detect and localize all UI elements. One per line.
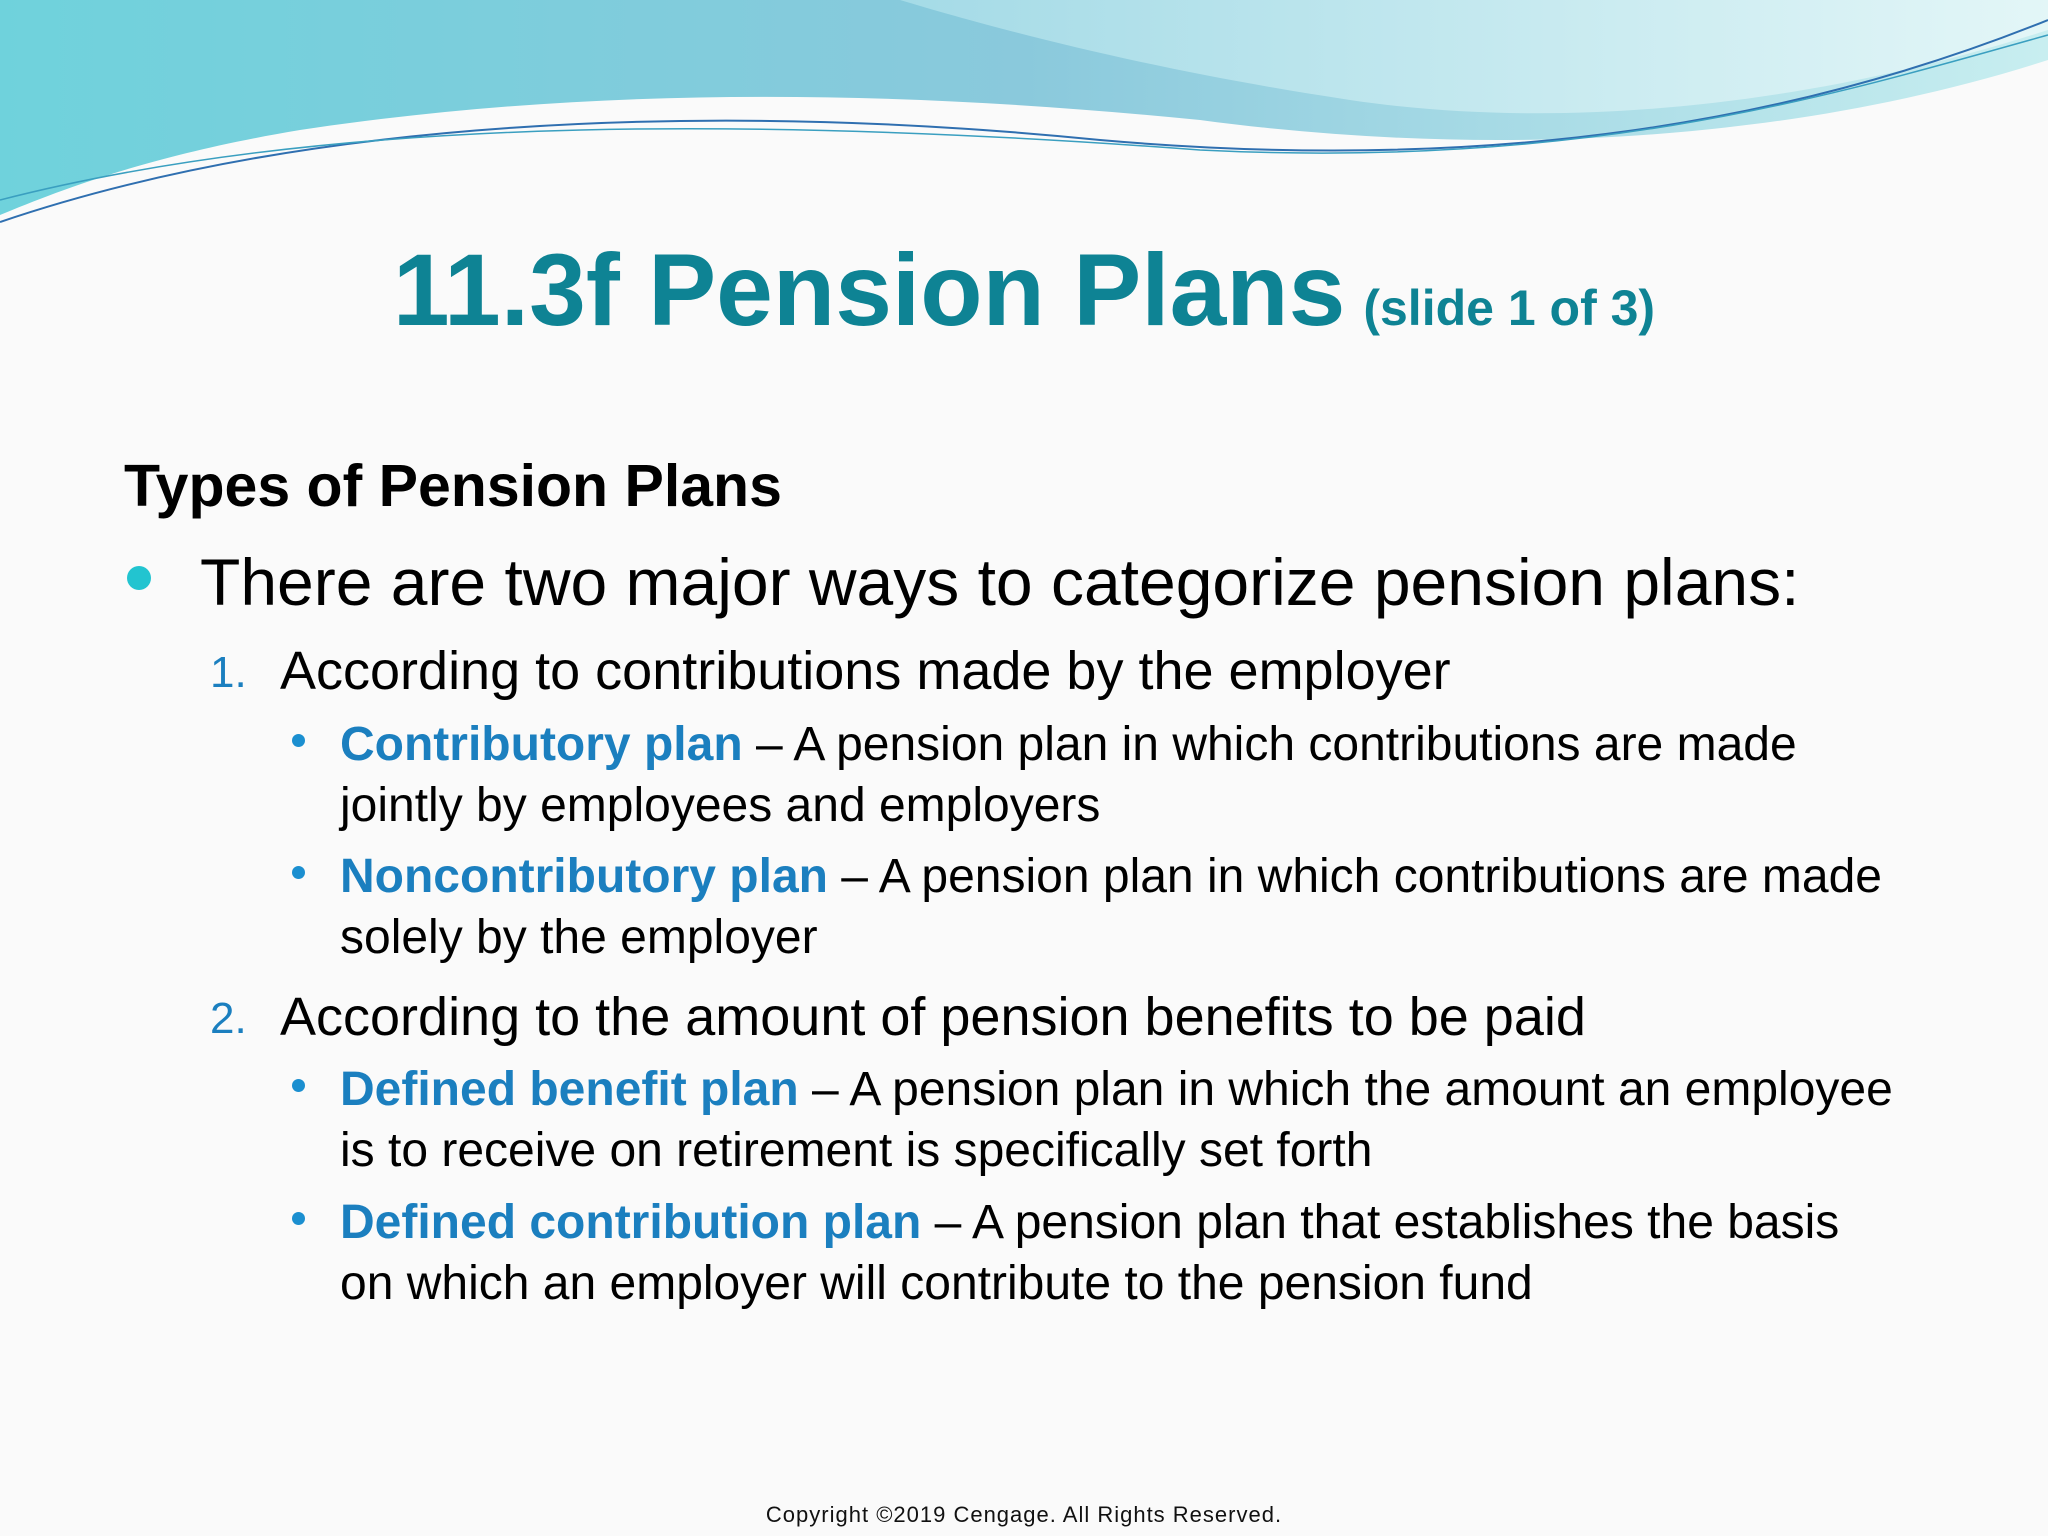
copyright-footer: Copyright ©2019 Cengage. All Rights Reserved. (765, 1502, 1283, 1527)
definition-item (340, 1059, 1900, 1181)
group-number: 1. (210, 648, 247, 697)
main-bullet-text: There are two major ways to categorize pension plans: (200, 545, 1800, 619)
definition-text: – A pension plan in which the amount an employee is to receive on retirement is specifically set forth (340, 1063, 1893, 1177)
definition-term: Noncontributory plan (340, 850, 828, 903)
group-text: According to the amount of pension benefits to be paid (280, 987, 1586, 1047)
slide-title (0, 232, 2048, 349)
bullet-dot-icon (127, 566, 151, 590)
header-wave-decoration (0, 0, 2048, 240)
definition-item (340, 846, 1900, 968)
definition-term: Defined benefit plan (340, 1063, 799, 1116)
title-subtitle: (slide 1 of 3) (1363, 280, 1656, 336)
definition-text: – A pension plan in which contributions are made jointly by employees and employers (340, 718, 1797, 832)
definition-text: – A pension plan in which contributions are made solely by the employer (340, 850, 1882, 964)
sub-bullet-icon (292, 866, 305, 879)
definition-text: – A pension plan that establishes the basis on which an employer will contribute to the pension fund (340, 1196, 1840, 1310)
sub-bullet-icon (292, 734, 305, 747)
definition-item (340, 1192, 1900, 1314)
title-text: 11.3f Pension Plans (392, 233, 1346, 347)
group-number: 2. (210, 994, 247, 1043)
section-heading: Types of Pension Plans (124, 453, 782, 519)
definition-term: Defined contribution plan (340, 1196, 922, 1249)
definition-term: Contributory plan (340, 718, 743, 771)
sub-bullet-icon (292, 1212, 305, 1225)
group-text: According to contributions made by the employer (280, 641, 1451, 701)
definition-item (340, 714, 1900, 836)
sub-bullet-icon (292, 1079, 305, 1092)
